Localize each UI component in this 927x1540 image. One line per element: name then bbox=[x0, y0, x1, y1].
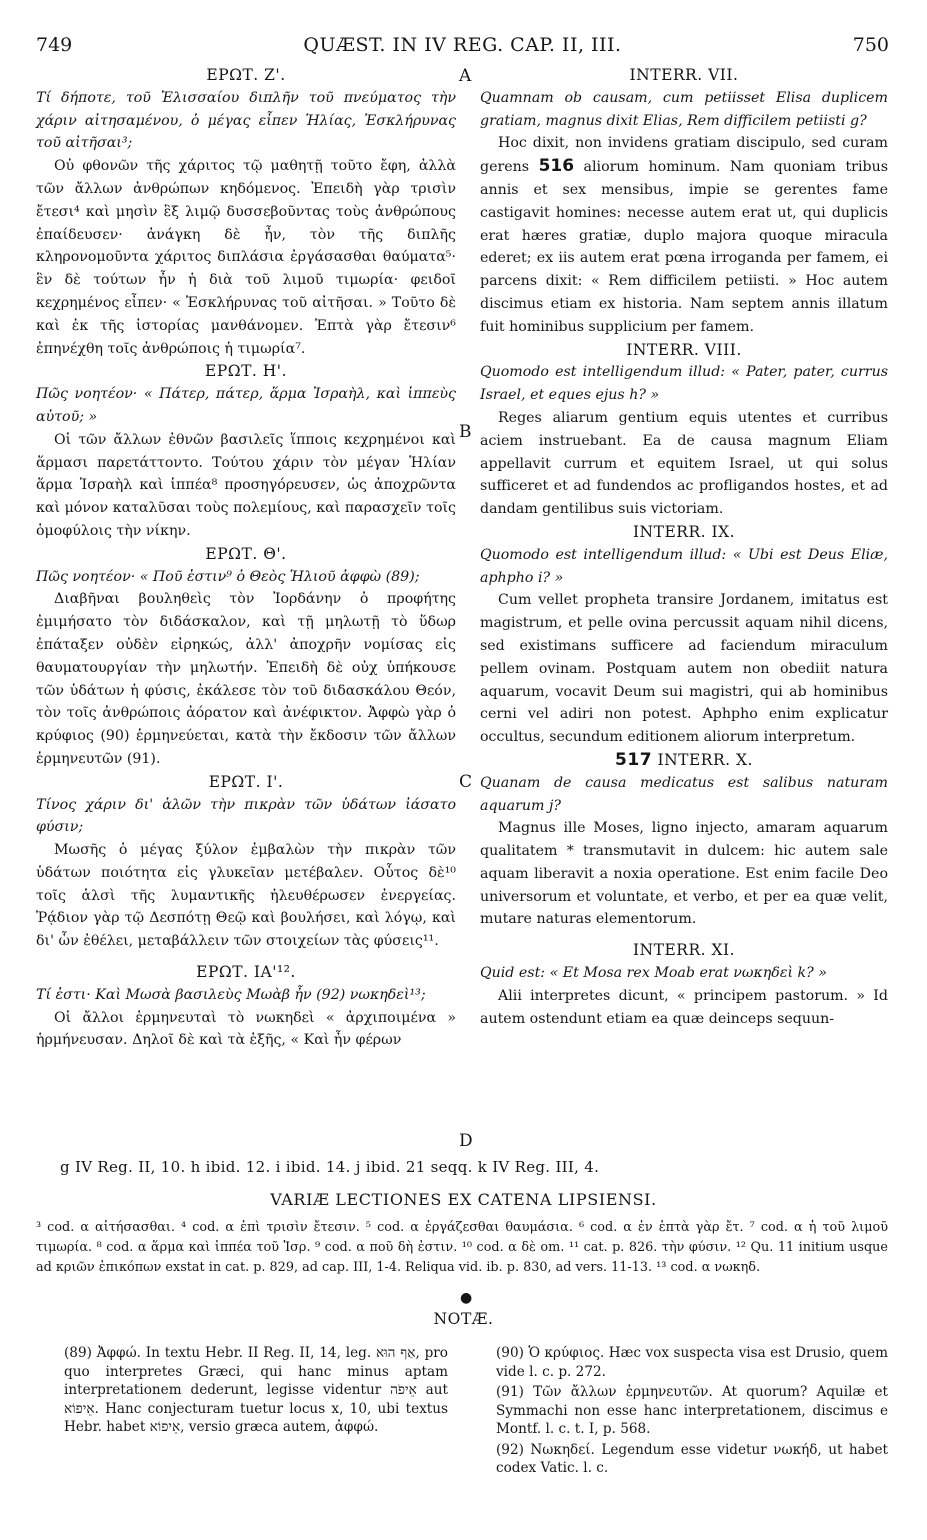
margin-letter-c: C bbox=[459, 772, 473, 792]
greek-heading: ΕΡΩΤ. Ζ'. bbox=[206, 66, 286, 84]
latin-answer bbox=[480, 132, 888, 338]
column-number: 517 bbox=[615, 749, 653, 770]
greek-question: Τί ἐστι· Καὶ Μωσὰ βασιλεὺς Μωὰβ ἦν (92) νωκηδεὶ¹³; bbox=[36, 986, 426, 1003]
latin-answer-part: aliorum hominum. Nam quoniam tribus annis et sex mensibus, impie se gerentes fame castigavit homines: necesse autem erat ut, qui duplicis erat hæres gratiæ, duplo majora quoque miracula ederet; ex iis autem erat pœna irroganda per famem, ei parcens dixit: « Rem difficilem petiisti. » Hoc autem discimus etiam ex historia. Nam septem annis illatum fuit hominibus supplicium per famem. bbox=[480, 159, 888, 335]
latin-answer: Alii interpretes dicunt, « principem pastorum. » Id autem ostendunt etiam ea quæ deinceps sequun- bbox=[480, 987, 888, 1027]
latin-answer: Magnus ille Moses, ligno injecto, amaram aquarum qualitatem * transmutavit in dulcem: hic autem sale aquam liberavit a noxia operatione. Est enim facile Deo universorum et voluntate, et verbo, et per ea quæ velit, mutare naturas elementorum. bbox=[480, 820, 888, 928]
note-item: (89) Ἀφφώ. In textu Hebr. II Reg. II, 14, leg. אַף הוּא, pro quo interpretes Græci, qui hanc minus aptam interpretationem dederunt, legisse videntur אֵיפֹה aut אֵיפוֹא. Hanc conjecturam tuetur locus x, 10, ubi textus Hebr. habet אֵיפוֹא, versio græca autem, ἀφφώ. bbox=[64, 1345, 448, 1435]
greek-heading: ΕΡΩΤ. Ι'. bbox=[208, 772, 284, 791]
greek-answer: Μωσῆς ὁ μέγας ξύλον ἐμβαλὼν τὴν πικρὰν τῶν ὑδάτων ποιότητα εἰς γλυκεῖαν μετέβαλεν. Οὗτος δὲ¹⁰ τοῖς ἁλσὶ τῆς λυμαντικῆς ἠλευθέρωσεν ἐνεργείας. Ῥᾴδιον γὰρ τῷ Δεσπότῃ Θεῷ καὶ βουλήσει, καὶ λόγῳ, καὶ δι' ὧν ἐθέλει, μεταβάλλειν τῶν στοιχείων τὰς φύσεις¹¹. bbox=[36, 842, 456, 950]
scripture-footnotes: g IV Reg. II, 10. h ibid. 12. i ibid. 14. j ibid. 21 seqq. k IV Reg. III, 4. bbox=[60, 1158, 600, 1176]
right-page-number: 750 bbox=[852, 34, 889, 56]
note-item: (91) Τῶν ἄλλων ἑρμηνευτῶν. At quorum? Aquilæ et Symmachi non esse hanc interpretationem, discimus e Montf. l. c. t. I, p. 568. bbox=[496, 1384, 888, 1437]
greek-question: Πῶς νοητέον· « Πάτερ, πάτερ, ἅρμα Ἰσραὴλ, καὶ ἱππεὺς αὐτοῦ; » bbox=[36, 386, 456, 425]
greek-heading: ΕΡΩΤ. Η'. bbox=[205, 362, 287, 381]
latin-question: Quid est: « Et Mosa rex Moab erat νωκηδεὶ k? » bbox=[480, 965, 827, 982]
separator-dot: ● bbox=[460, 1290, 473, 1306]
notae-title: NOTÆ. bbox=[433, 1310, 494, 1328]
column-number: 516 bbox=[538, 156, 575, 177]
greek-heading: ΕΡΩΤ. ΙΑ'¹². bbox=[196, 963, 296, 982]
latin-question: Quomodo est intelligendum illud: « Pater, pater, currus Israel, et eques ejus h? » bbox=[480, 364, 888, 404]
latin-heading-text: INTERR. X. bbox=[657, 750, 753, 769]
greek-answer: Οἱ τῶν ἄλλων ἐθνῶν βασιλεῖς ἵπποις κεχρημένοι καὶ ἅρμασι παρετάττοντο. Τούτου χάριν τὸν μέγαν Ἡλίαν ἅρμα Ἰσραὴλ καὶ ἱππέα⁸ προσηγόρευσεν, ὡς ἀποχρῶντα καὶ μόνον καταλῦσαι τοὺς πολεμίους, καὶ παρασχεῖν τοῖς ὁμοφύλοις τὴν νίκην. bbox=[36, 431, 456, 539]
note-item: (90) Ὁ κρύφιος. Hæc vox suspecta visa est Drusio, quem vide l. c. p. 272. bbox=[496, 1345, 888, 1380]
latin-heading: INTERR. VIII. bbox=[626, 340, 742, 359]
note-item: (92) Νωκηδεί. Legendum esse videtur νωκήδ, ut habet codex Vatic. l. c. bbox=[496, 1441, 888, 1476]
latin-question: Quamnam ob causam, cum petiisset Elisa duplicem gratiam, magnus dixit Elias, Rem difficilem petiisti g? bbox=[480, 89, 888, 129]
latin-heading: INTERR. IX. bbox=[632, 522, 736, 541]
variae-lectiones-title: VARIÆ LECTIONES EX CATENA LIPSIENSI. bbox=[270, 1190, 657, 1209]
latin-heading bbox=[480, 749, 888, 772]
running-title: QUÆST. IN IV REG. CAP. II, III. bbox=[303, 34, 622, 56]
margin-letter-b: B bbox=[459, 422, 472, 442]
running-header bbox=[36, 34, 889, 60]
latin-question: Quanam de causa medicatus est salibus naturam aquarum j? bbox=[480, 774, 888, 814]
variae-lectiones-text: ³ cod. α αἰτήσασθαι. ⁴ cod. α ἐπὶ τρισὶν ἔτεσιν. ⁵ cod. α ἐργάζεσθαι θαυμάσια. ⁶ cod. α ἐν ἑπτὰ γὰρ ἔτ. ⁷ cod. α ἡ τοῦ λιμοῦ τιμωρία. ⁸ cod. α ἅρμα καὶ ἱππέα τοῦ Ἰσρ. ⁹ cod. α ποῦ δὴ ἐστιν. ¹⁰ cod. α δὲ om. ¹¹ cat. p. 826. τὴν φύσιν. ¹² Qu. 11 initium usque ad κριῶν ἐπικόπων exstat in cat. p. 829, ad cap. III, 1-4. Reliqua vid. ib. p. 830, ad vers. 11-13. ¹³ cod. α νωκηδ. bbox=[36, 1220, 888, 1275]
margin-letter-a: A bbox=[459, 66, 472, 86]
greek-question: Πῶς νοητέον· « Ποῦ ἐστιν⁹ ὁ Θεὸς Ἡλιοῦ ἀφφὼ (89); bbox=[36, 568, 420, 585]
latin-question: Quomodo est intelligendum illud: « Ubi est Deus Eliæ, aphpho i? » bbox=[480, 546, 888, 586]
greek-answer: Διαβῆναι βουληθεὶς τὸν Ἰορδάνην ὁ προφήτης ἐμιμήσατο τὸν διδάσκαλον, καὶ τῇ μηλωτῇ τὸ ὕδωρ ἐπάταξεν οὐδὲν εἰρηκώς, ἀλλ' ἀποχρῆν νομίσας εἰς θαυματουργίαν τὴν μηλωτήν. Ἐπειδὴ δὲ οὐχ ὑπήκουσε τῶν ὑδάτων ἡ φύσις, ἐκάλεσε τὸν τοῦ διδασκάλου Θεόν, τὸν τοῖς ἀνθρώποις ἀόρατον καὶ ἀνέφικτον. Ἀφφὼ γὰρ ὁ κρύφιος (90) ἑρμηνεύεται, κατὰ τὴν ἔκδοσιν τῶν ἄλλων ἑρμηνευτῶν (91). bbox=[36, 591, 456, 767]
greek-heading: ΕΡΩΤ. Θ'. bbox=[205, 544, 287, 563]
greek-question: Τίνος χάριν δι' ἁλῶν τὴν πικρὰν τῶν ὑδάτων ἰάσατο φύσιν; bbox=[36, 796, 456, 836]
latin-answer: Reges aliarum gentium equis utentes et curribus aciem instruebant. Ea de causa magnum Eliam appellavit currum et equitem Israel, ut qui solus sufficeret et ad fundendos ac profligandos hostes, et ad dandam gentilibus suis victoriam. bbox=[480, 409, 888, 518]
greek-answer: Οὐ φθονῶν τῆς χάριτος τῷ μαθητῇ τοῦτο ἔφη, ἀλλὰ τῶν ἄλλων ἀνθρώπων κηδόμενος. Ἐπειδὴ γὰρ τρισὶν ἔτεσι⁴ καὶ μησὶν ἓξ λιμῷ δυσσεβοῦντας τοὺς ἀνθρώπους ἐπαίδευσεν· ἀνάγκη δὲ ἦν, τὸν τῆς διπλῆς κληρονομοῦντα χάριτος διπλάσια ἐργάσασθαι θαύματα⁵· ἓν δὲ τούτων ἦν ἡ διὰ τοῦ λιμοῦ τιμωρία· φειδοῖ κεχρημένος εἶπεν· « Ἐσκλήρυνας τοῦ αἰτῆσαι. » Τοῦτο δὲ καὶ ἐκ τῆς ἱστορίας μανθάνομεν. Ἑπτὰ γὰρ ἔτεσιν⁶ ἐπηνέχθη τοῖς ἀνθρώποις ἡ τιμωρία⁷. bbox=[36, 158, 456, 357]
latin-heading: INTERR. VII. bbox=[629, 66, 739, 84]
greek-answer: Οἱ ἄλλοι ἑρμηνευταὶ τὸ νωκηδεὶ « ἀρχιποιμένα » ἡρμήνευσαν. Δηλοῖ δὲ καὶ τὰ ἑξῆς, « Καὶ ἦν φέρων bbox=[36, 1009, 456, 1049]
latin-column bbox=[480, 64, 888, 1030]
margin-letter-d: D bbox=[459, 1131, 473, 1151]
latin-heading: INTERR. XI. bbox=[632, 941, 736, 960]
greek-column bbox=[36, 64, 456, 1052]
latin-answer: Cum vellet propheta transire Jordanem, imitatus est magistrum, et pelle ovina percussit aquam nihil dicens, sed existimans sufficere ad faciendum miraculum pellem ovinam. Postquam autem non obediit natura aquarum, vocavit Deum sui magistri, qui ab hominibus cerni vel adiri non potest. Aphpho enim explicatur occultus, secundum editionem aliorum interpretum. bbox=[480, 592, 888, 746]
latin-answer-part: Hoc dixit, non invidens gratiam discipulo, sed curam gerens bbox=[480, 135, 888, 176]
left-page-number: 749 bbox=[36, 34, 73, 56]
greek-question: Τί δήποτε, τοῦ Ἐλισσαίου διπλῆν τοῦ πνεύματος τὴν χάριν αἰτησαμένου, ὁ μέγας εἶπεν Ἡλίας, Ἐσκλήρυνας τοῦ αἰτῆσαι³; bbox=[36, 89, 456, 152]
notes-right-column bbox=[496, 1344, 888, 1480]
notes-left-column bbox=[64, 1344, 448, 1439]
